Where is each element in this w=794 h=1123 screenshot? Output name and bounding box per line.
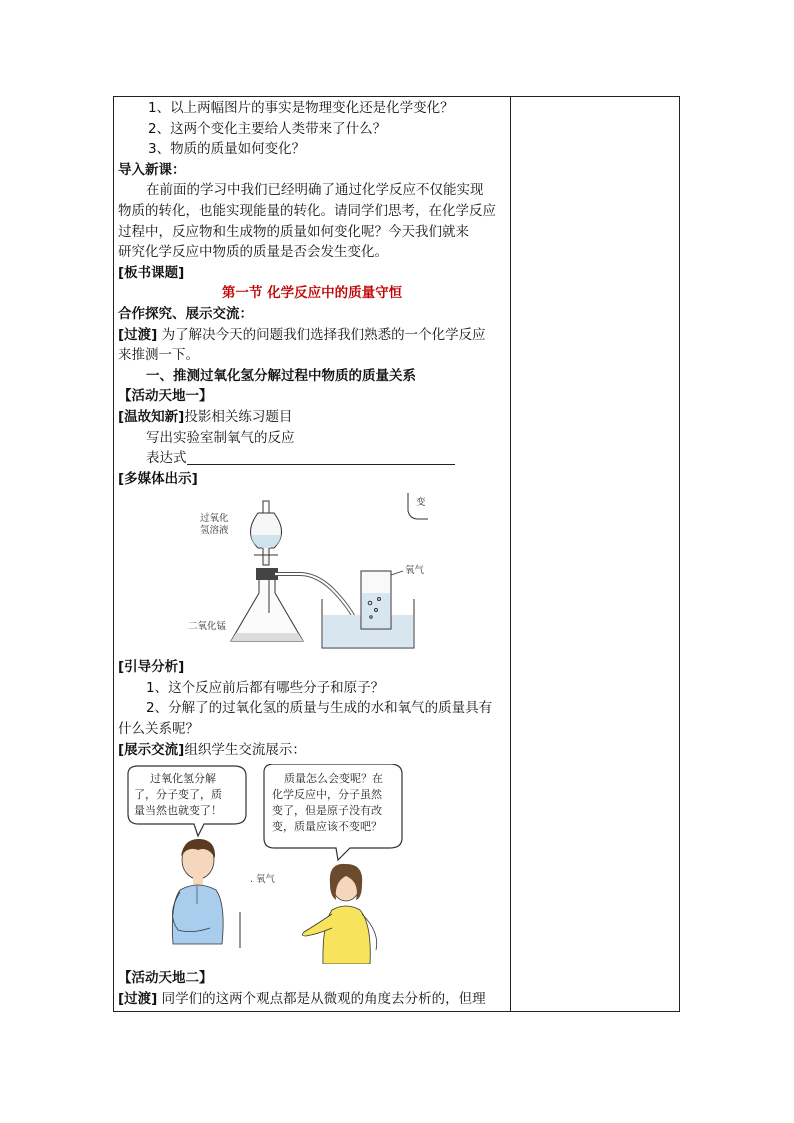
- activity-2-heading: 【活动天地二】: [118, 970, 213, 987]
- boy-bubble-line-1: 过氧化氢分解: [150, 772, 216, 786]
- peroxide-label-1: 过氧化: [200, 513, 229, 525]
- write-prompt: 写出实验室制氧气的反应: [146, 429, 295, 446]
- girl-bubble-line-4: 变，质量应该不变吧？: [272, 820, 382, 834]
- boy-bubble-line-3: 量当然也就变了！: [134, 804, 222, 818]
- question-1: 1、以上两幅图片的事实是物理变化还是化学变化？: [148, 100, 454, 116]
- guide-line-3: 什么关系呢？: [118, 721, 199, 738]
- girl-illustration: [302, 864, 376, 964]
- corner-fragment: 变: [416, 497, 426, 509]
- intro-line-2: 物质的转化，也能实现能量的转化。请同学们思考，在化学反应: [118, 202, 496, 219]
- guide-line-2: 2、分解了的过氧化氢的质量与生成的水和氧气的质量具有: [146, 700, 493, 717]
- transition-tag: [过渡]: [118, 326, 158, 343]
- review-tag: [温故知新]: [118, 408, 185, 425]
- boy-illustration: [172, 839, 223, 944]
- exchange-tag: [展示交流]: [118, 741, 185, 758]
- guide-tag: [引导分析]: [118, 659, 185, 676]
- guide-line-1: 1、这个反应前后都有哪些分子和原子？: [146, 679, 385, 696]
- students-discussion-figure: [118, 764, 418, 964]
- transition-2-tag: [过渡]: [118, 990, 158, 1007]
- subsection-title: 一、推测过氧化氢分解过程中物质的质量关系: [146, 367, 416, 384]
- table-column-divider: [510, 96, 511, 1012]
- peroxide-label-2: 氢溶液: [200, 525, 229, 537]
- board-title-tag: [板书课题]: [118, 264, 185, 281]
- boy-bubble-line-2: 了，分子变了，质: [134, 788, 222, 802]
- catalyst-label: 二氧化锰: [188, 621, 227, 633]
- intro-line-1: 在前面的学习中我们已经明确了通过化学反应不仅能实现: [146, 182, 484, 199]
- rubber-stopper: [256, 568, 278, 580]
- exchange-text: 组织学生交流展示：: [184, 741, 306, 758]
- transition-2-text: 同学们的这两个观点都是从微观的角度去分析的，但理: [161, 990, 486, 1007]
- intro-heading: 导入新课：: [118, 161, 186, 178]
- oxygen-apparatus-figure: [118, 493, 506, 653]
- multimedia-tag: [多媒体出示]: [118, 470, 198, 487]
- lesson-content: [118, 98, 506, 1009]
- intro-line-3: 过程中，反应物和生成物的质量如何变化呢？今天我们就来: [118, 223, 469, 240]
- oxygen-label: 氧气: [405, 565, 425, 577]
- question-2: 2、这两个变化主要给人类带来了什么？: [148, 120, 387, 137]
- transition-text-1: 为了解决今天的问题我们选择我们熟悉的一个化学反应: [161, 326, 486, 343]
- coop-heading: 合作探究、展示交流：: [118, 305, 253, 322]
- transition-text-2: 来推测一下。: [118, 347, 199, 364]
- girl-bubble-line-3: 变了，但是原子没有改: [272, 804, 382, 818]
- expression-blank: [187, 449, 455, 465]
- oxygen-caption: . 氧气: [250, 874, 276, 886]
- question-3: 3、物质的质量如何变化？: [148, 141, 306, 158]
- girl-bubble-line-2: 化学反应中，分子虽然: [272, 788, 382, 802]
- girl-bubble-line-1: 质量怎么会变呢？在: [284, 772, 383, 786]
- review-text: 投影相关练习题目: [184, 408, 293, 425]
- conical-flask: [231, 580, 303, 641]
- activity-1-heading: 【活动天地一】: [118, 388, 213, 405]
- expression-label: 表达式: [146, 450, 187, 467]
- intro-line-4: 研究化学反应中物质的质量是否会发生变化。: [118, 244, 388, 261]
- section-title: 第一节 化学反应中的质量守恒: [221, 285, 403, 302]
